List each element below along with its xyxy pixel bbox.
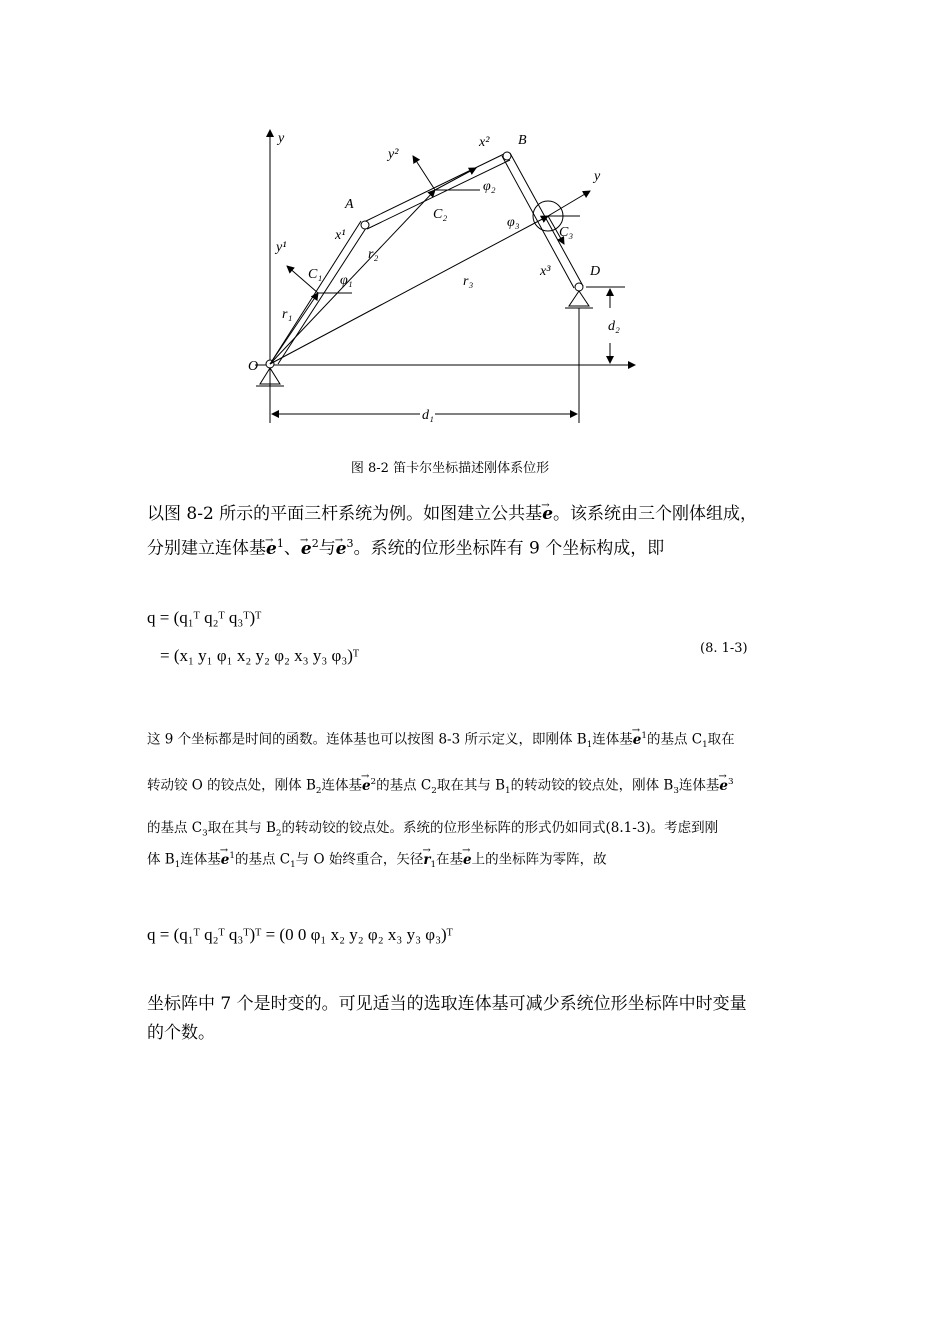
subscript: 2 (275, 828, 282, 839)
basis-e: → e (542, 500, 553, 529)
label-phi2: φ₂ (483, 179, 496, 194)
label-A: A (345, 197, 354, 212)
text: 连体基 (678, 777, 720, 794)
superscript: 1 (641, 731, 647, 741)
figure-caption: 图 8-2 笛卡尔坐标描述刚体系位形 (350, 461, 550, 476)
superscript: 1 (229, 851, 235, 861)
superscript: 1 (276, 537, 284, 550)
text: 连体基 (321, 777, 362, 794)
text: 转动铰 O 的铰点处，刚体 B (147, 777, 316, 794)
text: 连体基 (592, 731, 633, 748)
text: 的基点 C (376, 777, 432, 794)
text: 取在 (707, 731, 735, 748)
mechanism-figure (230, 118, 650, 428)
label-y-top: y (594, 169, 601, 184)
equation-2: q = (q₁ᵀ q₂ᵀ q₃ᵀ)ᵀ = (0 0 φ₁ x₂ y₂ φ₂ x₃ y₃ φ₃)ᵀ (147, 925, 453, 944)
label-r1: r₁ (282, 307, 293, 322)
text: 、 (283, 538, 301, 559)
text: 。该系统由三个刚体组成， (553, 504, 758, 524)
label-x3: x³ (540, 264, 551, 279)
text: 的个数。 (147, 1023, 215, 1043)
paragraph-intro (147, 500, 817, 564)
text: 在基 (436, 851, 464, 868)
paragraph-conclusion (147, 990, 817, 1048)
basis-e1: → e (221, 850, 230, 870)
label-x2: x² (479, 135, 490, 150)
label-x1: x¹ (335, 228, 346, 243)
equation-1-line1: q = (q₁ᵀ q₂ᵀ q₃ᵀ)ᵀ (147, 608, 262, 627)
vector-r1: → r (423, 850, 430, 870)
text: 的转动铰的铰点处，刚体 B (510, 777, 674, 794)
basis-e3: → e (719, 776, 728, 796)
equation-1-line2: = (x₁ y₁ φ₁ x₂ y₂ φ₂ x₃ y₃ φ₃)ᵀ (160, 646, 360, 665)
superscript: 3 (728, 777, 734, 787)
text: 连体基 (180, 851, 221, 868)
label-O: O (248, 359, 259, 374)
superscript: 2 (311, 537, 319, 550)
label-r2: r₂ (368, 247, 379, 262)
label-D: D (590, 264, 601, 279)
text: 与 O 始终重合，矢径 (295, 851, 424, 868)
label-y1: y¹ (276, 240, 287, 255)
label-B: B (518, 133, 527, 148)
subscript: 2 (431, 786, 437, 797)
equation-number: (8. 1-3) (700, 641, 748, 656)
text: 的基点 C (234, 851, 291, 868)
basis-e2: → e (301, 535, 312, 564)
subscript: 1 (586, 740, 593, 751)
label-phi1: φ₁ (340, 273, 353, 288)
subscript: 1 (505, 786, 511, 797)
label-d2: d₂ (608, 319, 620, 334)
basis-e1: → e (266, 535, 277, 564)
text: 的基点 C (147, 820, 203, 836)
subscript: 3 (202, 828, 208, 839)
subscript: 1 (290, 860, 296, 871)
label-y-axis: y (278, 131, 285, 146)
basis-e3: → e (336, 535, 347, 564)
text: 取在其与 B (207, 820, 276, 836)
subscript: 1 (702, 740, 708, 751)
label-C3: C₃ (559, 225, 574, 240)
superscript: 3 (346, 537, 354, 550)
basis-e2: → e (362, 776, 371, 796)
text: 的转动铰的铰点处。系统的位形坐标阵的形式仍如同式(8.1-3)。考虑到刚 (281, 820, 719, 836)
text: 体 B (147, 851, 175, 868)
subscript: 1 (174, 860, 181, 871)
label-C1: C₁ (308, 267, 323, 282)
subscript: 2 (315, 786, 322, 797)
basis-e: → e (463, 850, 472, 870)
subscript: 3 (673, 786, 679, 797)
label-C2: C₂ (433, 207, 448, 222)
paragraph-body (147, 726, 822, 874)
label-phi3: φ₃ (507, 215, 520, 230)
text: 这 9 个坐标都是时间的函数。连体基也可以按图 8-3 所示定义，即刚体 B (147, 731, 587, 748)
basis-e1: → e (633, 730, 642, 750)
label-d1: d₁ (422, 408, 434, 423)
text: 分别建立连体基 (147, 538, 266, 559)
subscript: 1 (430, 860, 437, 871)
text: 。系统的位形坐标阵有 9 个坐标构成，即 (353, 538, 665, 559)
superscript: 2 (370, 777, 377, 787)
text: 上的坐标阵为零阵，故 (471, 851, 607, 868)
text: 坐标阵中 7 个是时变的。可见适当的选取连体基可减少系统位形坐标阵中时变量 (147, 994, 747, 1014)
text: 取在其与 B (436, 777, 506, 794)
text: 与 (318, 538, 336, 559)
text: 的基点 C (646, 731, 703, 748)
label-r3: r₃ (463, 274, 474, 289)
text: 以图 8-2 所示的平面三杆系统为例。如图建立公共基 (147, 504, 543, 524)
label-y2: y² (388, 147, 399, 162)
